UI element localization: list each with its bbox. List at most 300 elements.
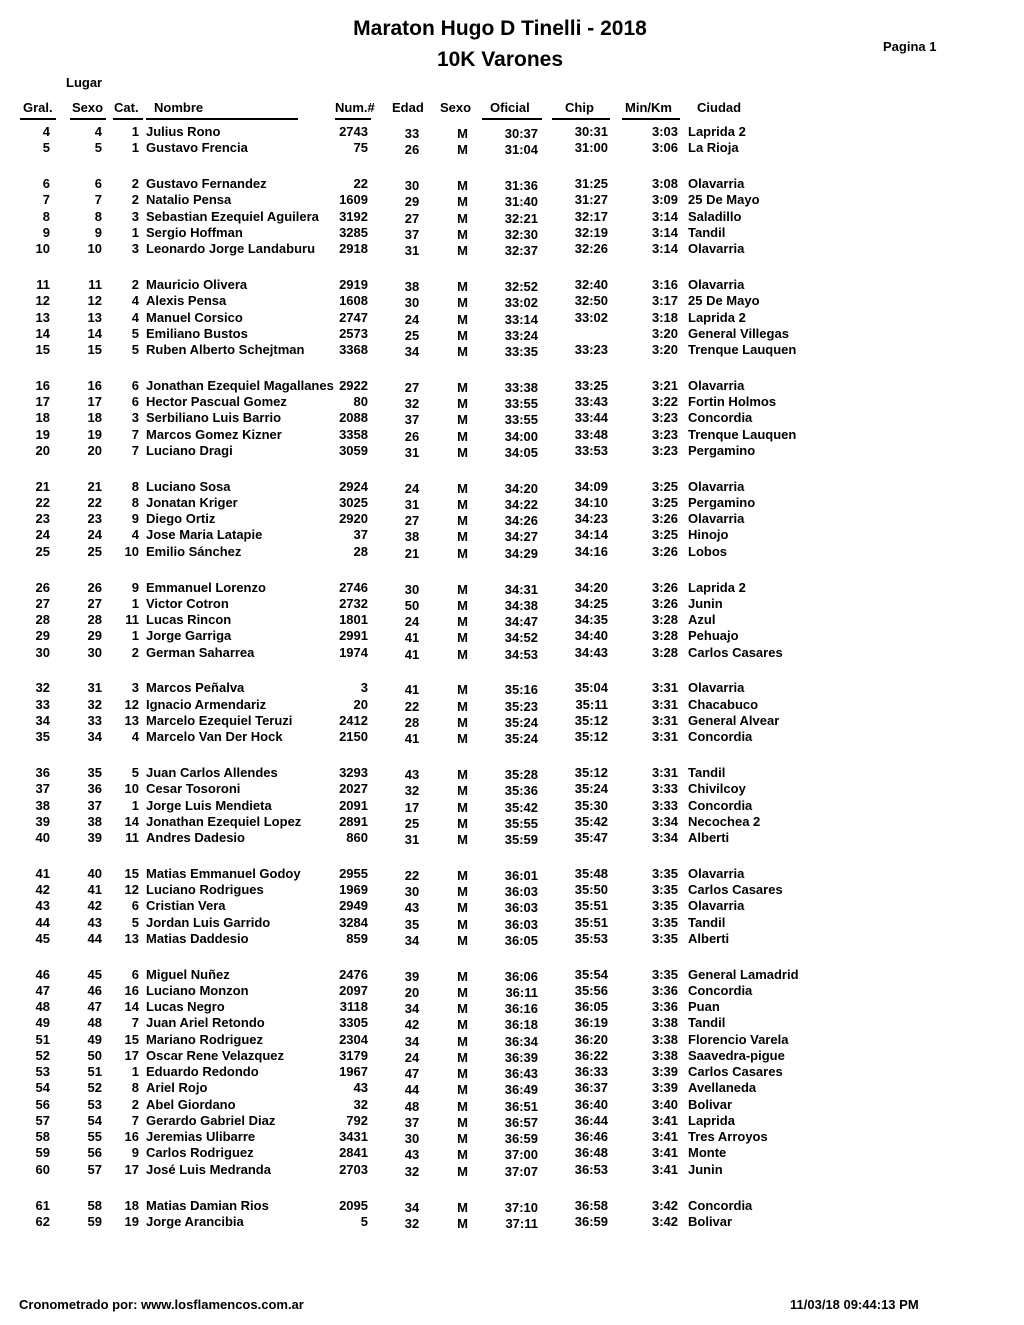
- cell-gral: 5: [42, 140, 50, 156]
- cell-cat: 1: [131, 124, 139, 139]
- cell-edad: 29: [404, 194, 420, 210]
- cell-cat: 3: [131, 410, 139, 426]
- cell-ofi: 32:52: [504, 279, 538, 294]
- table-row: [0, 176, 1024, 192]
- cell-edad: 20: [404, 984, 420, 1000]
- table-row: [0, 580, 1024, 596]
- cell-nom: Natalio Pensa: [146, 192, 232, 208]
- cell-sexo: 54: [87, 1112, 102, 1128]
- cell-min: 3:14: [651, 241, 678, 257]
- cell-ofi: 34:26: [504, 513, 538, 529]
- cell-min: 3:20: [651, 342, 678, 357]
- cell-ofi: 32:30: [504, 226, 538, 242]
- cell-ofi: 34:20: [504, 480, 538, 496]
- cell-city: Tandil: [688, 1015, 726, 1031]
- cell-chip: 33:53: [574, 442, 608, 458]
- cell-city: 25 De Mayo: [688, 293, 760, 309]
- cell-gral: 24: [35, 527, 50, 543]
- cell-city: Concordia: [688, 797, 753, 813]
- cell-sexo: 27: [87, 595, 102, 611]
- cell-sx: M: [457, 480, 468, 496]
- cell-num: 3: [360, 680, 368, 696]
- cell-sx: M: [457, 444, 468, 460]
- cell-ofi: 31:04: [504, 142, 538, 158]
- cell-city: Alberti: [688, 830, 730, 845]
- cell-gral: 61: [35, 1197, 50, 1213]
- cell-gral: 15: [35, 342, 50, 357]
- table-row: [0, 378, 1024, 394]
- cell-ofi: 34:53: [504, 646, 538, 662]
- cell-min: 3:34: [651, 813, 678, 829]
- cell-city: Olavarria: [688, 511, 745, 527]
- cell-num: 3284: [339, 914, 368, 930]
- cell-sx: M: [457, 1131, 468, 1147]
- cell-gral: 8: [42, 208, 50, 224]
- cell-sx: M: [457, 614, 468, 629]
- cell-num: 2991: [339, 628, 368, 644]
- cell-cat: 2: [131, 644, 139, 660]
- cell-sexo: 55: [87, 1129, 102, 1145]
- cell-sx: M: [457, 279, 468, 294]
- table-row: [0, 293, 1024, 309]
- cell-sexo: 18: [87, 410, 102, 426]
- cell-ofi: 34:31: [504, 581, 538, 597]
- cell-gral: 53: [35, 1064, 50, 1080]
- cell-sx: M: [457, 799, 468, 815]
- cell-sx: M: [457, 210, 468, 226]
- cell-gral: 59: [35, 1145, 50, 1161]
- cell-cat: 11: [125, 830, 139, 845]
- cell-cat: 19: [124, 1213, 139, 1229]
- cell-num: 860: [346, 830, 368, 845]
- cell-min: 3:41: [651, 1145, 678, 1161]
- cell-gral: 44: [35, 914, 50, 930]
- cell-nom: Juan Ariel Retondo: [146, 1015, 265, 1031]
- cell-sx: M: [457, 1033, 468, 1049]
- cell-cat: 4: [131, 729, 139, 745]
- cell-sx: M: [457, 581, 468, 597]
- cell-cat: 7: [131, 1112, 139, 1128]
- cell-chip: 35:51: [574, 914, 608, 930]
- table-row: [0, 342, 1024, 358]
- cell-sexo: 48: [87, 1015, 102, 1031]
- table-row: [0, 1145, 1024, 1161]
- cell-sx: M: [457, 311, 468, 327]
- cell-nom: Juan Carlos Allendes: [146, 765, 278, 780]
- cell-ofi: 37:11: [505, 1215, 538, 1231]
- cell-min: 3:06: [651, 140, 678, 156]
- cell-min: 3:14: [651, 224, 678, 240]
- cell-sx: M: [457, 646, 468, 662]
- table-row: [0, 931, 1024, 947]
- cell-min: 3:31: [651, 680, 678, 696]
- cell-chip: 34:23: [574, 511, 608, 527]
- cell-city: Pergamino: [688, 442, 756, 458]
- cell-nom: Sergio Hoffman: [146, 224, 243, 240]
- cell-sx: M: [457, 513, 468, 529]
- cell-ofi: 36:49: [504, 1082, 538, 1098]
- cell-gral: 29: [35, 628, 50, 644]
- table-row: [0, 427, 1024, 443]
- cell-num: 1608: [339, 293, 368, 309]
- cell-gral: 58: [35, 1129, 50, 1145]
- table-row: [0, 326, 1024, 342]
- cell-gral: 27: [35, 595, 50, 611]
- cell-num: 3358: [339, 426, 368, 442]
- cell-nom: Marcos Gomez Kizner: [146, 426, 282, 442]
- cell-nom: Jorge Luis Mendieta: [146, 797, 272, 813]
- cell-sexo: 16: [87, 377, 102, 393]
- cell-sexo: 39: [87, 830, 102, 845]
- cell-num: 859: [346, 930, 368, 946]
- cell-edad: 24: [404, 614, 420, 629]
- cell-chip: 36:33: [574, 1064, 608, 1080]
- cell-chip: 34:43: [574, 644, 608, 660]
- cell-gral: 21: [35, 478, 50, 494]
- table-row: [0, 1015, 1024, 1031]
- table-row: [0, 124, 1024, 140]
- cell-min: 3:38: [651, 1015, 678, 1031]
- cell-chip: 36:53: [574, 1161, 608, 1177]
- cell-min: 3:41: [651, 1129, 678, 1145]
- cell-edad: 44: [404, 1082, 420, 1098]
- cell-cat: 8: [131, 494, 139, 510]
- cell-min: 3:22: [651, 394, 678, 410]
- cell-gral: 62: [35, 1213, 50, 1229]
- cell-cat: 16: [124, 1129, 139, 1145]
- cell-gral: 43: [35, 898, 50, 914]
- cell-min: 3:31: [651, 729, 678, 745]
- cell-chip: 35:54: [574, 966, 608, 982]
- table-row: [0, 983, 1024, 999]
- cell-gral: 23: [35, 511, 50, 527]
- cell-cat: 15: [124, 865, 139, 881]
- cell-city: Junin: [688, 595, 723, 611]
- cell-cat: 3: [131, 680, 139, 696]
- cell-nom: Jonathan Ezequiel Magallanes: [146, 377, 334, 393]
- cell-gral: 28: [35, 612, 50, 627]
- cell-city: Hinojo: [688, 527, 729, 543]
- cell-cat: 3: [131, 208, 139, 224]
- cell-sx: M: [457, 529, 468, 545]
- cell-gral: 54: [35, 1080, 50, 1096]
- cell-edad: 30: [404, 295, 420, 311]
- cell-num: 2747: [339, 309, 368, 325]
- cell-sexo: 34: [87, 729, 102, 745]
- cell-num: 2304: [339, 1031, 368, 1047]
- cell-city: Chacabuco: [688, 696, 759, 712]
- cell-sx: M: [457, 867, 468, 883]
- cell-sx: M: [457, 1066, 468, 1082]
- cell-sx: M: [457, 1049, 468, 1065]
- cell-cat: 12: [124, 882, 139, 898]
- cell-min: 3:35: [651, 966, 678, 982]
- cell-chip: 34:20: [574, 579, 608, 595]
- cell-chip: 34:40: [574, 628, 608, 644]
- cell-ofi: 35:24: [504, 731, 538, 747]
- table-row: [0, 495, 1024, 511]
- cell-sx: M: [457, 396, 468, 412]
- cell-min: 3:39: [651, 1080, 678, 1096]
- cell-nom: Emmanuel Lorenzo: [146, 579, 266, 595]
- cell-gral: 6: [42, 176, 50, 192]
- cell-num: 3059: [339, 442, 368, 458]
- cell-num: 43: [353, 1080, 368, 1096]
- table-row: [0, 527, 1024, 543]
- cell-nom: Ignacio Armendariz: [146, 696, 267, 712]
- cell-nom: Jordan Luis Garrido: [146, 914, 271, 930]
- cell-edad: 25: [404, 327, 420, 343]
- table-row: [0, 310, 1024, 326]
- table-row: [0, 479, 1024, 495]
- cell-sexo: 49: [87, 1031, 102, 1047]
- cell-min: 3:08: [651, 176, 678, 192]
- cell-edad: 48: [404, 1098, 420, 1114]
- cell-gral: 37: [35, 781, 50, 797]
- cell-city: Junin: [688, 1161, 723, 1177]
- cell-num: 5: [360, 1213, 368, 1229]
- cell-num: 2091: [339, 797, 368, 813]
- cell-num: 792: [346, 1112, 368, 1128]
- cell-gral: 9: [42, 224, 50, 240]
- cell-nom: Luciano Rodrigues: [146, 882, 264, 898]
- col-header-edad: Edad: [392, 100, 424, 115]
- cell-chip: 31:25: [574, 176, 608, 192]
- cell-sexo: 14: [87, 325, 102, 341]
- cell-edad: 32: [404, 783, 420, 799]
- cell-chip: 36:22: [574, 1047, 608, 1063]
- cell-ofi: 36:59: [504, 1131, 538, 1147]
- cell-edad: 22: [404, 867, 420, 883]
- cell-sx: M: [457, 295, 468, 311]
- cell-gral: 46: [35, 966, 50, 982]
- cell-edad: 34: [404, 1001, 420, 1017]
- cell-edad: 26: [404, 428, 420, 444]
- cell-min: 3:26: [651, 579, 678, 595]
- cell-sexo: 31: [87, 680, 102, 696]
- cell-cat: 6: [131, 377, 139, 393]
- cell-gral: 60: [35, 1161, 50, 1177]
- cell-sexo: 32: [87, 696, 102, 712]
- table-row: [0, 1032, 1024, 1048]
- cell-num: 3368: [339, 342, 368, 357]
- cell-sexo: 24: [87, 527, 102, 543]
- cell-city: Olavarria: [688, 680, 745, 696]
- cell-cat: 15: [124, 1031, 139, 1047]
- cell-num: 3118: [339, 999, 368, 1015]
- cell-gral: 14: [35, 325, 50, 341]
- cell-sexo: 25: [87, 543, 102, 559]
- cell-gral: 30: [35, 644, 50, 660]
- cell-sx: M: [457, 932, 468, 948]
- cell-sexo: 6: [94, 176, 102, 192]
- table-row: [0, 645, 1024, 661]
- table-row: [0, 394, 1024, 410]
- cell-cat: 1: [131, 1064, 139, 1080]
- cell-num: 2476: [339, 966, 368, 982]
- cell-nom: Manuel Corsico: [146, 309, 243, 325]
- cell-sexo: 36: [87, 781, 102, 797]
- cell-nom: Carlos Rodriguez: [146, 1145, 254, 1161]
- cell-edad: 31: [404, 444, 420, 460]
- cell-edad: 30: [404, 581, 420, 597]
- cell-cat: 14: [124, 999, 139, 1015]
- cell-city: Trenque Lauquen: [688, 426, 797, 442]
- cell-ofi: 35:28: [504, 767, 538, 782]
- cell-edad: 43: [404, 900, 420, 916]
- cell-cat: 13: [124, 930, 139, 946]
- cell-min: 3:35: [651, 914, 678, 930]
- cell-ofi: 35:42: [504, 799, 538, 815]
- cell-sexo: 37: [87, 797, 102, 813]
- cell-ofi: 33:14: [504, 311, 538, 327]
- table-row: [0, 999, 1024, 1015]
- cell-nom: Luciano Monzon: [146, 982, 249, 998]
- cell-ofi: 36:01: [504, 867, 538, 883]
- cell-sexo: 45: [87, 966, 102, 982]
- col-header-oficial: Oficial: [490, 100, 530, 115]
- cell-min: 3:39: [651, 1064, 678, 1080]
- cell-ofi: 35:23: [504, 698, 538, 714]
- cell-city: Concordia: [688, 1197, 753, 1213]
- cell-chip: 35:50: [574, 882, 608, 898]
- cell-cat: 4: [131, 527, 139, 543]
- cell-ofi: 36:39: [504, 1049, 538, 1065]
- cell-city: Necochea 2: [688, 813, 761, 829]
- cell-ofi: 34:05: [504, 444, 538, 460]
- cell-sx: M: [457, 682, 468, 698]
- cell-sexo: 40: [87, 865, 102, 881]
- cell-sx: M: [457, 126, 468, 141]
- cell-edad: 34: [404, 1199, 420, 1215]
- cell-cat: 6: [131, 898, 139, 914]
- cell-min: 3:31: [651, 712, 678, 728]
- cell-min: 3:38: [651, 1031, 678, 1047]
- cell-nom: Leonardo Jorge Landaburu: [146, 241, 316, 257]
- col-header-sexo2: Sexo: [440, 100, 472, 115]
- cell-sx: M: [457, 428, 468, 444]
- cell-chip: 35:04: [574, 680, 608, 696]
- table-row: [0, 1198, 1024, 1214]
- cell-chip: 36:05: [574, 999, 608, 1015]
- cell-ofi: 33:24: [504, 327, 538, 343]
- cell-min: 3:38: [651, 1047, 678, 1063]
- cell-sexo: 8: [94, 208, 102, 224]
- col-header-ciudad: Ciudad: [697, 100, 742, 115]
- cell-gral: 16: [35, 377, 50, 393]
- cell-chip: 32:26: [574, 241, 608, 257]
- table-row: [0, 729, 1024, 745]
- cell-cat: 10: [124, 781, 139, 797]
- cell-sexo: 26: [87, 579, 102, 595]
- cell-chip: 32:17: [574, 208, 608, 224]
- cell-nom: Luciano Dragi: [146, 442, 233, 458]
- cell-city: Lobos: [688, 543, 727, 559]
- cell-gral: 49: [35, 1015, 50, 1031]
- cell-ofi: 34:52: [504, 630, 538, 646]
- cell-nom: Serbiliano Luis Barrio: [146, 410, 282, 426]
- cell-edad: 35: [404, 916, 420, 932]
- cell-edad: 39: [404, 968, 420, 984]
- cell-nom: Ariel Rojo: [146, 1080, 208, 1096]
- cell-chip: 34:14: [574, 527, 608, 543]
- cell-nom: Diego Ortiz: [146, 511, 216, 527]
- cell-edad: 25: [404, 815, 420, 831]
- cell-gral: 32: [35, 680, 50, 696]
- cell-nom: Gerardo Gabriel Diaz: [146, 1112, 276, 1128]
- cell-sx: M: [457, 1215, 468, 1231]
- cell-ofi: 31:40: [504, 194, 538, 210]
- cell-min: 3:31: [651, 696, 678, 712]
- cell-min: 3:23: [651, 410, 678, 426]
- cell-cat: 1: [131, 628, 139, 644]
- cell-chip: 35:56: [574, 982, 608, 998]
- cell-ofi: 33:35: [504, 344, 538, 359]
- cell-ofi: 34:22: [504, 496, 538, 512]
- cell-num: 3305: [339, 1015, 368, 1031]
- cell-min: 3:42: [651, 1213, 678, 1229]
- cell-nom: Eduardo Redondo: [146, 1064, 259, 1080]
- table-row: [0, 209, 1024, 225]
- cell-min: 3:28: [651, 628, 678, 644]
- cell-sexo: 33: [87, 712, 102, 728]
- cell-ofi: 33:02: [504, 295, 538, 311]
- cell-chip: 35:42: [574, 813, 608, 829]
- cell-chip: 36:37: [574, 1080, 608, 1096]
- col-header-num: Num.#: [335, 100, 375, 115]
- cell-sexo: 41: [87, 882, 102, 898]
- cell-ofi: 34:47: [504, 614, 538, 629]
- cell-ofi: 36:57: [504, 1114, 538, 1130]
- cell-ofi: 36:03: [504, 884, 538, 900]
- table-row: [0, 1214, 1024, 1230]
- cell-min: 3:35: [651, 882, 678, 898]
- col-header-cat: Cat.: [114, 100, 139, 115]
- cell-cat: 10: [124, 543, 139, 559]
- cell-ofi: 36:06: [504, 968, 538, 984]
- cell-chip: 33:43: [574, 394, 608, 410]
- cell-min: 3:26: [651, 543, 678, 559]
- cell-gral: 7: [42, 192, 50, 208]
- cell-cat: 4: [131, 309, 139, 325]
- cell-num: 2924: [339, 478, 368, 494]
- lugar-group-header: Lugar: [66, 75, 103, 90]
- table-row: [0, 596, 1024, 612]
- cell-sexo: 29: [87, 628, 102, 644]
- cell-gral: 13: [35, 309, 50, 325]
- cell-city: General Villegas: [688, 325, 789, 341]
- cell-city: Concordia: [688, 982, 753, 998]
- cell-min: 3:36: [651, 982, 678, 998]
- cell-sx: M: [457, 327, 468, 343]
- cell-ofi: 37:10: [504, 1199, 538, 1215]
- cell-min: 3:42: [651, 1197, 678, 1213]
- cell-sexo: 22: [87, 494, 102, 510]
- cell-ofi: 37:00: [504, 1147, 538, 1163]
- cell-num: 80: [353, 394, 368, 410]
- cell-cat: 6: [131, 394, 139, 410]
- cell-edad: 24: [404, 311, 420, 327]
- cell-chip: 33:02: [574, 309, 608, 325]
- cell-gral: 25: [35, 543, 50, 559]
- cell-city: General Alvear: [688, 712, 780, 728]
- cell-min: 3:18: [651, 309, 678, 325]
- cell-sexo: 59: [87, 1213, 102, 1229]
- cell-city: Saladillo: [688, 208, 742, 224]
- cell-chip: 35:12: [574, 712, 608, 728]
- cell-nom: Emiliano Bustos: [146, 325, 248, 341]
- cell-ofi: 36:11: [505, 984, 538, 1000]
